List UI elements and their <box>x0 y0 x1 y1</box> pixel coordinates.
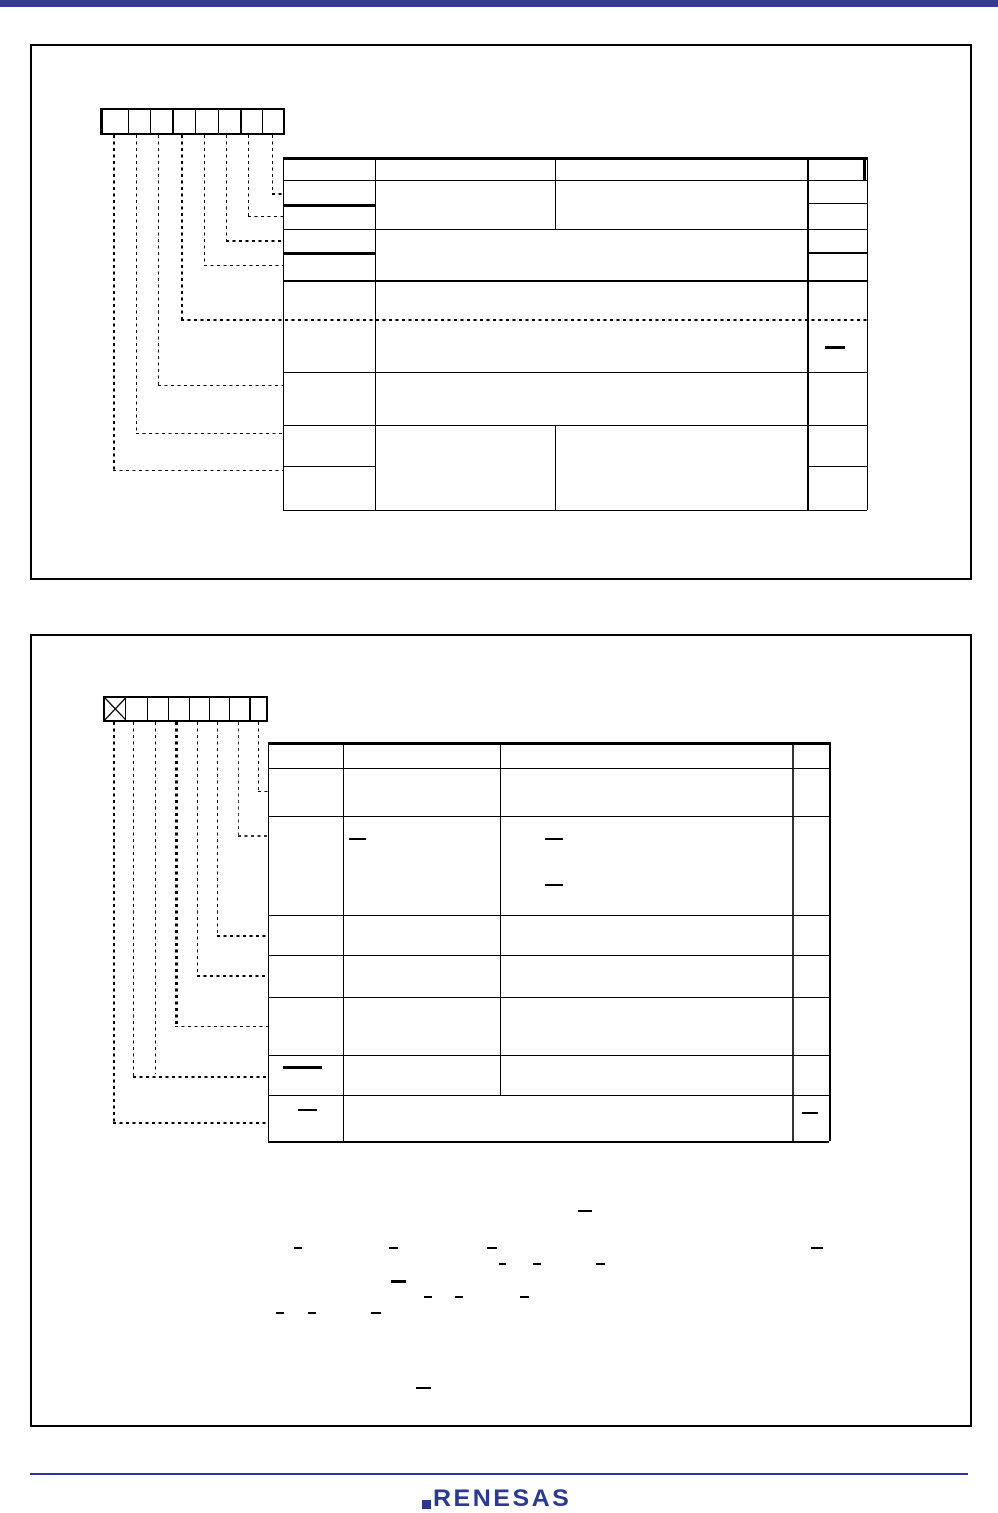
block1-connector-vertical <box>113 135 115 471</box>
block1-table-line <box>283 372 867 373</box>
block2-table-line <box>268 816 829 817</box>
block1-table-line <box>863 157 866 180</box>
block1-connector-vertical <box>248 135 249 217</box>
block2-connector-vertical <box>217 722 218 937</box>
block1-table-line <box>555 157 556 228</box>
block1-connector-vertical <box>158 135 159 386</box>
block1-table-line <box>283 229 867 230</box>
text-remnant-dash <box>391 1280 406 1283</box>
block2-bit-cell <box>168 698 189 720</box>
renesas-logo <box>422 1482 571 1512</box>
block2-table-line <box>268 955 829 956</box>
text-remnant-dash <box>294 1247 302 1249</box>
text-remnant-dash <box>596 1263 605 1265</box>
block2-connector-vertical <box>155 722 156 1074</box>
block1-bit-cell <box>172 110 195 133</box>
block1-bit-cell <box>240 110 262 133</box>
block1-bit-cell <box>150 110 172 133</box>
block2-connector-horizontal <box>217 935 268 937</box>
block2-connector-vertical <box>197 722 198 977</box>
block1-bit-cell <box>195 110 218 133</box>
block2-table-line <box>792 742 794 1141</box>
block1-connector-vertical <box>136 135 137 434</box>
block2-table-line <box>829 742 831 1141</box>
block1-bit-cell <box>262 110 288 133</box>
block2-table-line <box>268 915 829 916</box>
block2-bit-cell <box>209 698 230 720</box>
block1-table-line <box>283 425 867 426</box>
text-remnant-dash <box>424 1296 432 1298</box>
block2-connector-vertical <box>258 722 259 792</box>
block2-register-strip <box>103 696 269 722</box>
block2-table-line <box>268 742 829 745</box>
block2-connector-horizontal <box>113 1122 268 1124</box>
block2-table-line <box>268 768 829 769</box>
logo-square-icon <box>422 1500 431 1509</box>
block2-connector-horizontal <box>197 975 268 977</box>
block2-connector-vertical <box>133 722 134 1078</box>
block1-table-line <box>283 157 867 160</box>
block2-table-line <box>500 742 501 1095</box>
block1-connector-vertical <box>204 135 205 266</box>
block2-table-line <box>268 1095 829 1096</box>
text-remnant-dash <box>455 1296 463 1298</box>
block2-connector-vertical <box>113 722 115 1124</box>
block1-connector-horizontal <box>248 216 283 217</box>
block2-table-line <box>268 997 829 998</box>
text-remnant-dash <box>276 1312 284 1314</box>
block2-dash-mark <box>298 1109 317 1111</box>
block1-table-line <box>283 252 376 255</box>
block2-connector-horizontal <box>133 1076 267 1078</box>
block2-bit-cell <box>125 698 147 720</box>
block2-table-line <box>343 742 344 1141</box>
block2-connector-horizontal <box>175 1026 268 1027</box>
block2-connector-horizontal <box>238 835 267 837</box>
register-diagram-box-2 <box>30 634 972 1427</box>
block1-table-line <box>867 157 869 509</box>
block2-table-line <box>268 742 270 1141</box>
text-remnant-dash <box>499 1263 506 1265</box>
block1-connector-horizontal <box>113 470 283 471</box>
block2-table-line <box>268 1141 829 1143</box>
text-remnant-dash <box>416 1387 431 1389</box>
block1-bit-cell <box>218 110 240 133</box>
text-remnant-dash <box>811 1247 823 1249</box>
block2-bit-cell <box>189 698 208 720</box>
block1-connector-horizontal <box>272 193 283 195</box>
block2-bit-cell <box>229 698 249 720</box>
block1-connector-vertical <box>272 135 273 195</box>
reserved-x-icon <box>105 698 126 720</box>
block2-dash-mark <box>802 1112 818 1114</box>
block2-dash-mark <box>545 884 563 886</box>
block2-table-line <box>268 1055 829 1056</box>
block2-bit-cell <box>249 698 270 720</box>
block1-table-line <box>807 157 810 509</box>
block1-connector-vertical <box>181 135 183 321</box>
text-remnant-dash <box>371 1312 381 1314</box>
block1-table-line <box>283 280 867 283</box>
footer-rule <box>30 1473 968 1475</box>
block1-table-line <box>283 157 285 509</box>
block1-table-line <box>283 510 867 512</box>
text-remnant-dash <box>578 1210 592 1212</box>
block2-dash-mark <box>349 838 366 840</box>
text-remnant-dash <box>487 1247 497 1249</box>
block1-connector-vertical <box>226 135 227 242</box>
block2-connector-horizontal <box>258 791 268 792</box>
block2-bit-cell <box>105 698 126 720</box>
block1-bit-cell <box>128 110 150 133</box>
block1-table-line <box>283 466 376 467</box>
block1-connector-horizontal <box>136 433 283 434</box>
text-remnant-dash <box>389 1247 398 1249</box>
text-remnant-dash <box>520 1296 529 1298</box>
block2-connector-vertical <box>238 722 239 837</box>
text-remnant-dash <box>308 1312 316 1314</box>
block2-dash-mark <box>545 838 563 840</box>
block1-connector-horizontal <box>226 240 283 242</box>
logo-text: RENESAS <box>433 1484 572 1512</box>
block1-table-line <box>555 425 556 510</box>
block1-table-line <box>807 252 867 254</box>
block1-bit-cell <box>103 110 128 133</box>
block1-connector-horizontal <box>158 385 283 386</box>
block1-dash-mark <box>825 346 845 349</box>
block1-connector-horizontal <box>204 265 283 266</box>
block2-connector-vertical <box>175 722 178 1027</box>
block1-table-line <box>283 204 376 207</box>
text-remnant-dash <box>533 1263 541 1265</box>
block1-table-line <box>375 157 376 509</box>
header-bar <box>0 0 998 7</box>
block1-register-strip <box>100 108 285 135</box>
block1-table-line <box>283 180 867 181</box>
block1-table-line <box>807 466 867 467</box>
block2-dash-mark <box>283 1066 322 1069</box>
block1-table-line <box>807 203 867 204</box>
block2-bit-cell <box>147 698 168 720</box>
